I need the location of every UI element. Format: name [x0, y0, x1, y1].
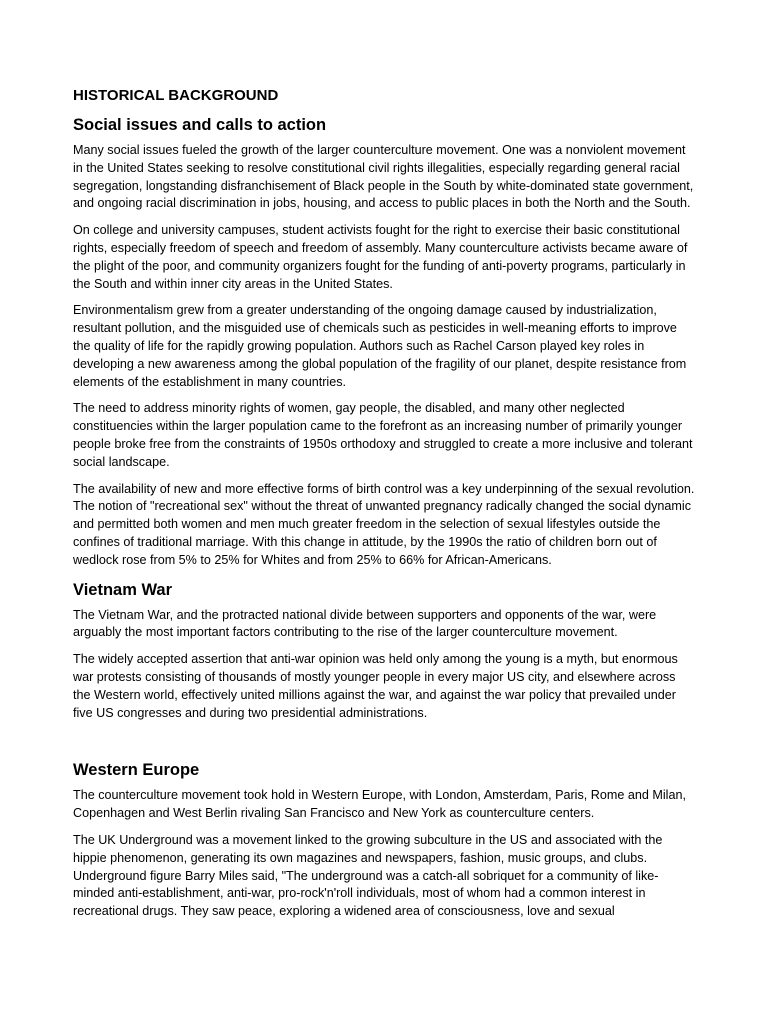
section-heading-social-issues: Social issues and calls to action	[73, 116, 327, 134]
paragraph: The UK Underground was a movement linked to the growing subculture in the US and associated with the hippie phenomenon, generating its own magazines and newspapers, fashion, music groups, and clubs. Underground figure Barry Miles said, "The underground was a catch-all sobriquet for a community of like-minded anti-establishment, anti-war, pro-rock'n'roll individuals, most of whom had a common interest in recreational drugs. They saw peace, exploring a widened area of consciousness, love and sexual	[73, 832, 663, 919]
paragraph: On college and university campuses, student activists fought for the right to exercise their basic constitutional rights, especially freedom of speech and freedom of assembly. Many counterculture activists became aware of the plight of the poor, and community organizers fought for the funding of anti-poverty programs, particularly in the South and within inner city areas in the United States.	[73, 223, 688, 291]
document-heading: HISTORICAL BACKGROUND	[73, 87, 279, 104]
section-spacer	[73, 731, 695, 759]
document-page	[73, 86, 695, 930]
paragraph: The need to address minority rights of women, gay people, the disabled, and many other neglected constituencies within the larger population came to the forefront as an increasing number of primarily younger people broke free from the constraints of 1950s orthodoxy and struggled to create a more inclusive and tolerant social landscape.	[73, 401, 693, 469]
section-heading-western-europe: Western Europe	[73, 761, 200, 780]
paragraph: The availability of new and more effective forms of birth control was a key underpinning of the sexual revolution. The notion of "recreational sex" without the threat of unwanted pregnancy radically changed the social dynamic and permitted both women and men much greater freedom in the selection of sexual lifestyles outside the confines of traditional marriage. With this change in attitude, by the 1990s the ratio of children born out of wedlock rose from 5% to 25% for Whites and from 25% to 66% for African-Americans.	[73, 481, 695, 567]
paragraph: Many social issues fueled the growth of the larger counterculture movement. One was a nonviolent movement in the United States seeking to resolve constitutional civil rights illegalities, especially regarding general racial segregation, longstanding disfranchisement of Black people in the South by white-dominated state government, and ongoing racial discrimination in jobs, housing, and access to public places in both the North and the South.	[73, 143, 694, 211]
section-heading-vietnam-war: Vietnam War	[73, 580, 173, 599]
paragraph: The counterculture movement took hold in Western Europe, with London, Amsterdam, Paris, Rome and Milan, Copenhagen and West Berlin rivaling San Francisco and New York as counterculture centers.	[73, 788, 686, 821]
paragraph: The widely accepted assertion that anti-war opinion was held only among the young is a myth, but enormous war protests consisting of thousands of mostly younger people in every major US city, and elsewhere across the Western world, effectively united millions against the war, and against the war policy that prevailed under five US congresses and during two presidential administrations.	[73, 652, 678, 720]
paragraph: Environmentalism grew from a greater understanding of the ongoing damage caused by industrialization, resultant pollution, and the misguided use of chemicals such as pesticides in well-meaning efforts to improve the quality of life for the rapidly growing population. Authors such as Rachel Carson played key roles in developing a new awareness among the global population of the fragility of our planet, despite resistance from elements of the establishment in many countries.	[73, 303, 687, 389]
paragraph: The Vietnam War, and the protracted national divide between supporters and opponents of the war, were arguably the most important factors contributing to the rise of the larger counterculture movement.	[73, 607, 657, 640]
